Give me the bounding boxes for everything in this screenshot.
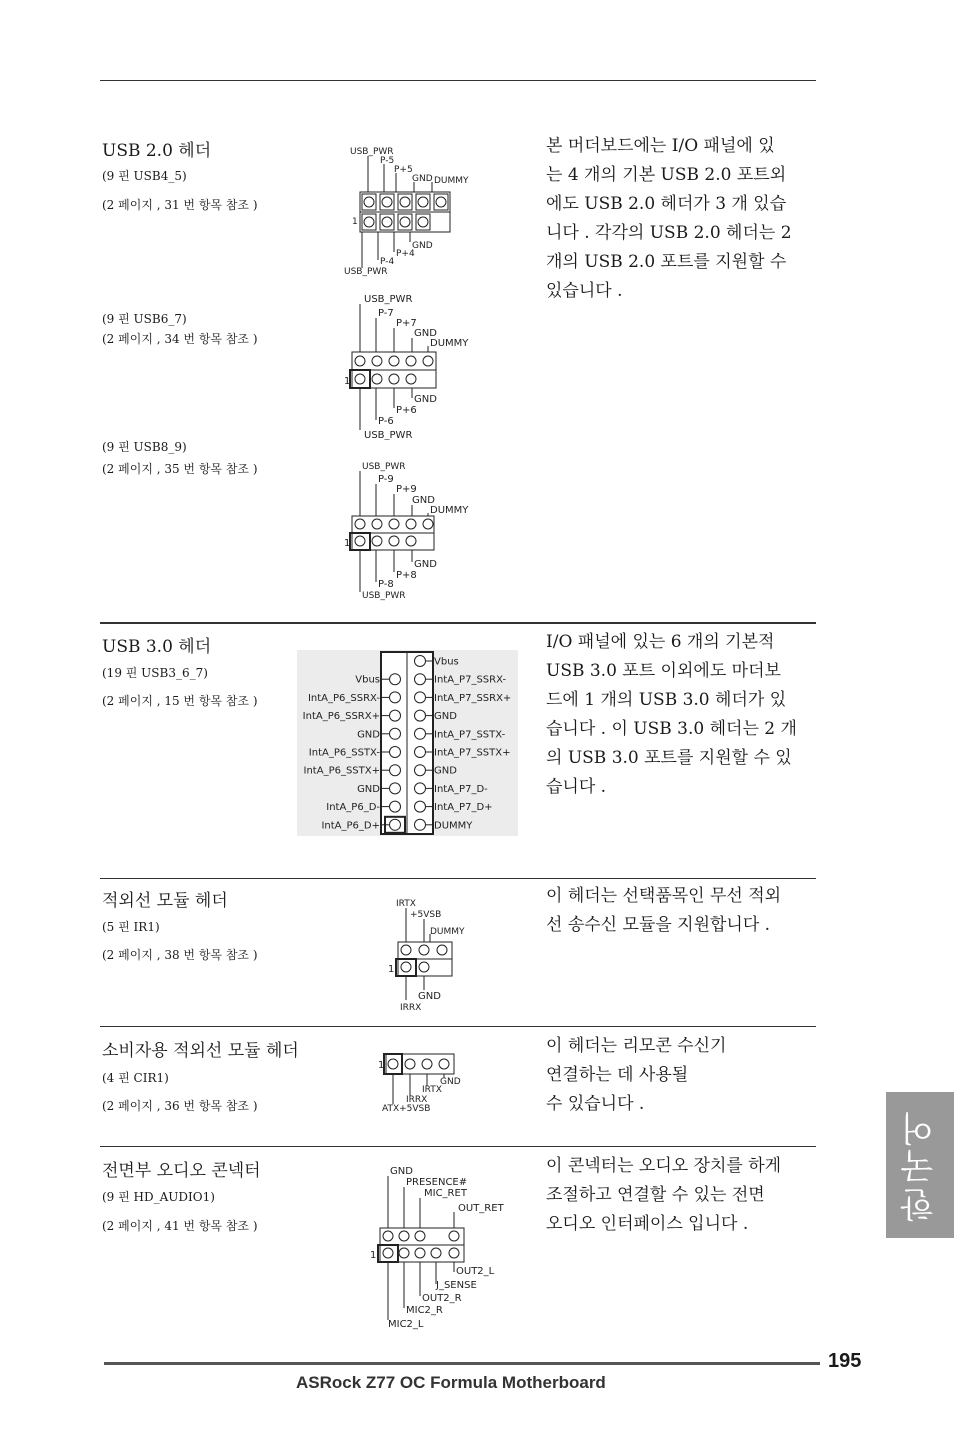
- usb3-pin: [415, 728, 426, 739]
- ir-pin: (5 핀 IR1): [102, 920, 160, 934]
- pin-label: IRRX: [400, 1003, 422, 1013]
- usb20-title: USB 2.0 헤더: [102, 141, 212, 161]
- usb3-pin-label: GND: [434, 711, 457, 723]
- pin-label: MIC2_L: [388, 1319, 424, 1330]
- pin-label: PRESENCE#: [406, 1177, 468, 1188]
- usb3-pin-label: IntA_P7_SSTX-: [434, 729, 506, 741]
- footer-rule: [104, 1362, 820, 1365]
- desc-line: 습니다 .: [546, 777, 607, 797]
- usb3-pin: [415, 710, 426, 721]
- desc-line: 이 콘넥터는 오디오 장치를 하게: [546, 1156, 782, 1176]
- language-side-tab: [886, 1092, 954, 1238]
- pin-label: IRTX: [396, 899, 416, 909]
- pin-label: P-4: [380, 257, 395, 267]
- pin-label: GND: [414, 394, 437, 405]
- pin-label: GND: [440, 1077, 461, 1087]
- cir-description: [546, 1032, 818, 1119]
- usb3-pin: [390, 728, 401, 739]
- usb3-pin: [415, 765, 426, 776]
- usb3-pin: [390, 710, 401, 721]
- pin-label: P+5: [394, 165, 413, 175]
- pin-label: J_SENSE: [436, 1280, 477, 1291]
- cir-ref: (2 페이지 , 36 번 항목 참조 ): [102, 1099, 258, 1113]
- audio-description: [546, 1152, 818, 1239]
- usb30-ref: (2 페이지 , 15 번 항목 참조 ): [102, 694, 258, 708]
- pin-one-label: 1: [344, 538, 351, 549]
- pin-label: USB_PWR: [362, 591, 406, 601]
- pin-label: GND: [412, 495, 435, 506]
- usb30-pin: (19 핀 USB3_6_7): [102, 666, 208, 680]
- ir-description: [546, 882, 818, 940]
- audio-pin-diagram: [366, 1160, 506, 1332]
- usb3-pin: [415, 819, 426, 830]
- usb3-pin-label: IntA_P6_SSRX-: [307, 692, 380, 704]
- pin-one-label: 1: [388, 964, 395, 975]
- usb3-pin-label: IntA_P6_D-: [326, 802, 380, 814]
- language-tab-label: 한국어: [900, 1108, 941, 1222]
- pin-label: GND: [418, 991, 441, 1002]
- audio-pin: (9 핀 HD_AUDIO1): [102, 1190, 215, 1204]
- usb20-pin3: (9 핀 USB8_9): [102, 440, 187, 454]
- pin-label: OUT2_L: [456, 1266, 495, 1277]
- pin-label: DUMMY: [434, 176, 469, 186]
- usb3-pin-label: IntA_P7_SSTX+: [434, 747, 511, 759]
- usb20-pin1: (9 핀 USB4_5): [102, 169, 187, 183]
- usb3-pin-label: IntA_P6_SSTX-: [308, 747, 380, 759]
- desc-line: 본 머더보드에는 I/O 패널에 있: [546, 136, 775, 156]
- usb3-pin: [415, 674, 426, 685]
- section-rule: [100, 1026, 816, 1027]
- pin-label: P-9: [378, 474, 394, 485]
- desc-line: 수 있습니다 .: [546, 1094, 645, 1114]
- pin-label: P+6: [396, 405, 417, 416]
- usb3-pin: [390, 674, 401, 685]
- pin-one-label: 1: [344, 376, 351, 387]
- pin-one-label: 1: [352, 217, 358, 227]
- usb3-pin-label: DUMMY: [434, 820, 473, 832]
- footer-title: ASRock Z77 OC Formula Motherboard: [296, 1373, 606, 1392]
- ir-pin-diagram: [384, 896, 484, 1014]
- pin-label: MIC_RET: [424, 1188, 467, 1199]
- pin-label: DUMMY: [430, 505, 469, 516]
- usb3-pin: [390, 783, 401, 794]
- usb3-pin-label: GND: [357, 783, 380, 795]
- usb45-pin-diagram: [340, 142, 480, 280]
- pin-label: P-8: [378, 579, 394, 590]
- usb3-pin-label: Vbus: [355, 674, 380, 686]
- usb3-pin: [390, 819, 401, 830]
- cir-pin-diagram: [378, 1052, 478, 1114]
- pin-label: DUMMY: [430, 927, 465, 937]
- desc-line: 이 헤더는 리모콘 수신기: [546, 1036, 727, 1056]
- usb20-description: [546, 132, 818, 306]
- pin-label: DUMMY: [430, 338, 469, 349]
- desc-line: 는 4 개의 기본 USB 2.0 포트외: [546, 165, 787, 185]
- desc-line: USB 3.0 포트 이외에도 마더보: [546, 661, 781, 681]
- usb89-pin-diagram: [340, 458, 480, 604]
- pin-one-label: 1: [378, 1060, 385, 1071]
- usb30-title: USB 3.0 헤더: [102, 637, 212, 657]
- pin-label: USB_PWR: [350, 147, 394, 157]
- pin-label: +5VSB: [410, 910, 442, 920]
- desc-line: 습니다 . 이 USB 3.0 헤더는 2 개: [546, 719, 797, 739]
- desc-line: 연결하는 데 사용될: [546, 1065, 689, 1085]
- audio-title: 전면부 오디오 콘넥터: [102, 1161, 261, 1181]
- cir-title: 소비자용 적외선 모듈 헤더: [102, 1041, 299, 1061]
- ir-ref: (2 페이지 , 38 번 항목 참조 ): [102, 948, 258, 962]
- section-rule: [100, 878, 816, 879]
- pin-label: USB_PWR: [364, 430, 413, 440]
- usb3-pin-label: IntA_P7_D-: [434, 783, 488, 795]
- desc-line: 니다 . 각각의 USB 2.0 헤더는 2: [546, 223, 792, 243]
- pin-label: IRTX: [422, 1085, 442, 1095]
- usb3-pin-label: IntA_P6_D+: [321, 820, 380, 832]
- section-rule: [100, 1146, 816, 1147]
- pin-label: P-7: [378, 308, 394, 319]
- desc-line: 오디오 인터페이스 입니다 .: [546, 1214, 749, 1234]
- usb3-pin-label: IntA_P7_D+: [434, 802, 493, 814]
- usb3-pin-label: IntA_P6_SSRX+: [302, 711, 380, 723]
- usb30-pin-diagram: [297, 650, 518, 836]
- usb3-pin: [415, 783, 426, 794]
- usb20-ref1: (2 페이지 , 31 번 항목 참조 ): [102, 198, 258, 212]
- usb3-pin: [415, 747, 426, 758]
- desc-line: 조절하고 연결할 수 있는 전면: [546, 1185, 765, 1205]
- usb3-pin: [390, 692, 401, 703]
- desc-line: 드에 1 개의 USB 3.0 헤더가 있: [546, 690, 787, 710]
- section-rule: [100, 622, 816, 624]
- usb30-description: [546, 628, 818, 802]
- usb20-pin2: (9 핀 USB6_7): [102, 312, 187, 326]
- pin-label: OUT2_R: [422, 1293, 462, 1304]
- usb3-pin-label: GND: [434, 765, 457, 777]
- usb3-pin: [415, 801, 426, 812]
- pin-label: P+4: [396, 249, 415, 259]
- usb20-ref3: (2 페이지 , 35 번 항목 참조 ): [102, 462, 258, 476]
- desc-line: 이 헤더는 선택품목인 무선 적외: [546, 886, 782, 906]
- usb67-pin-diagram: [340, 290, 480, 440]
- pin-label: USB_PWR: [344, 267, 388, 277]
- usb3-pin: [415, 692, 426, 703]
- pin-label: OUT_RET: [458, 1203, 504, 1214]
- usb3-pin: [390, 801, 401, 812]
- desc-line: I/O 패널에 있는 6 개의 기본적: [546, 632, 775, 652]
- usb3-pin: [390, 765, 401, 776]
- pin-label: GND: [412, 241, 433, 251]
- desc-line: 있습니다 .: [546, 281, 623, 301]
- usb3-pin-label: IntA_P7_SSRX-: [434, 674, 507, 686]
- pin-label: P+7: [396, 318, 417, 329]
- pin-label: P+9: [396, 484, 417, 495]
- desc-line: 선 송수신 모듈을 지원합니다 .: [546, 915, 771, 935]
- usb3-pin-label: Vbus: [434, 656, 459, 668]
- pin-label: P+8: [396, 570, 417, 581]
- pin-label: IRRX: [406, 1095, 428, 1105]
- audio-ref: (2 페이지 , 41 번 항목 참조 ): [102, 1219, 258, 1233]
- pin-label: P-6: [378, 416, 394, 427]
- pin-label: USB_PWR: [362, 462, 406, 472]
- desc-line: 에도 USB 2.0 헤더가 3 개 있습: [546, 194, 787, 214]
- desc-line: 의 USB 3.0 포트를 지원할 수 있: [546, 748, 792, 768]
- page-number: 195: [828, 1350, 862, 1372]
- pin-label: GND: [390, 1166, 413, 1177]
- top-rule: [100, 80, 816, 81]
- usb3-pin: [390, 747, 401, 758]
- usb3-pin-label: IntA_P7_SSRX+: [434, 692, 512, 704]
- usb3-pin-label: GND: [357, 729, 380, 741]
- pin-label: USB_PWR: [364, 294, 413, 305]
- pin-label: P-5: [380, 156, 395, 166]
- usb20-ref2: (2 페이지 , 34 번 항목 참조 ): [102, 332, 258, 346]
- cir-pin: (4 핀 CIR1): [102, 1071, 169, 1085]
- pin-label: GND: [414, 328, 437, 339]
- usb3-pin: [415, 656, 426, 667]
- pin-label: ATX+5VSB: [382, 1104, 431, 1114]
- desc-line: 개의 USB 2.0 포트를 지원할 수: [546, 252, 787, 272]
- pin-label: GND: [414, 559, 437, 570]
- pin-label: MIC2_R: [406, 1305, 443, 1316]
- pin-one-label: 1: [370, 1250, 377, 1261]
- ir-title: 적외선 모듈 헤더: [102, 891, 228, 911]
- pin-label: GND: [412, 174, 433, 184]
- usb3-pin-label: IntA_P6_SSTX+: [303, 765, 380, 777]
